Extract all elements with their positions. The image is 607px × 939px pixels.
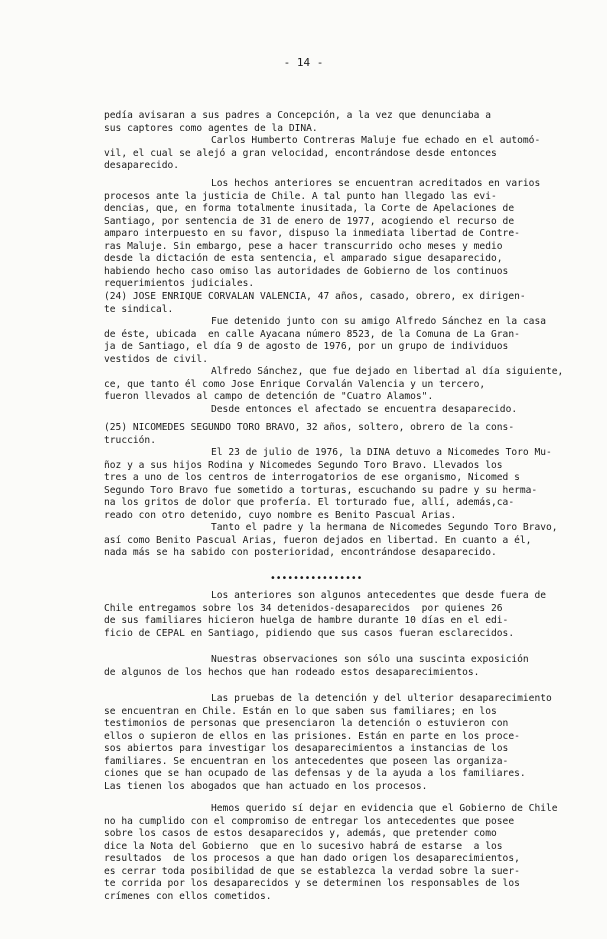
text-line: (25) NICOMEDES SEGUNDO TORO BRAVO, 32 años, soltero, obrero de la cons- <box>104 422 515 433</box>
text-line: sos abiertos para investigar los desaparecimientos a instancias de los <box>104 743 509 754</box>
text-line: Las tienen los abogados que han actuado en los procesos. <box>104 780 428 792</box>
paragraph <box>104 693 584 793</box>
text-line: se encuentran en Chile. Están en lo que saben sus familiares; en los <box>104 705 497 717</box>
text-line: de sus familiares hicieron huelga de hambre durante 10 días en el edi- <box>104 615 509 626</box>
text-line: Desde entonces el afectado se encuentra desaparecido. <box>211 403 518 415</box>
text-line: Los anteriores son algunos antecedentes que desde fuera de <box>211 590 547 601</box>
paragraph <box>104 422 584 560</box>
text-line: no ha cumplido con el compromiso de entregar los antecedentes que posee <box>104 815 515 827</box>
text-line: familiares. Se encuentran en los antecedentes que poseen las organiza- <box>104 755 509 767</box>
text-line: Chile entregamos sobre los 34 detenidos-desaparecidos por quienes 26 <box>104 602 503 614</box>
text-line: Fue detenido junto con su amigo Alfredo Sánchez en la casa <box>211 316 547 327</box>
text-line: testimonios de personas que presenciaron la detención o estuvieron con <box>104 718 509 729</box>
text-line: Los hechos anteriores se encuentran acreditados en varios <box>211 178 541 189</box>
text-line: desaparecido. <box>104 160 180 171</box>
text-line: de algunos de los hechos que han rodeado estos desaparecimientos. <box>104 666 480 678</box>
text-line: vil, el cual se alejó a gran velocidad, encontrándose desde entonces <box>104 147 497 159</box>
text-line: pedía avisaran a sus padres a Concepción, a la vez que denunciaba a <box>104 110 491 121</box>
text-line: de éste, ubicada en calle Ayacana número 8523, de la Comuna de La Gran- <box>104 328 520 340</box>
text-line: procesos ante la justicia de Chile. A tal punto han llegado las evi- <box>104 190 497 202</box>
text-line: trucción. <box>104 434 156 446</box>
text-line: ras Maluje. Sin embargo, pese a hacer transcurrido ocho meses y medio <box>104 240 503 252</box>
text-line: sobre los casos de estos desaparecidos y, además, que pretender como <box>104 828 497 839</box>
text-line: crímenes con ellos cometidos. <box>104 890 272 902</box>
text-line: es cerrar toda posibilidad de que se establezca la verdad sobre la suer- <box>104 865 520 877</box>
text-line: ciones que se han ocupado de las defensas y de la ayuda a los familiares. <box>104 768 526 779</box>
text-line: Carlos Humberto Contreras Maluje fue echado en el automó- <box>211 135 541 146</box>
text-line: ellos o supieron de ellos en las prisiones. Están en parte en los proce- <box>104 730 520 742</box>
text-line: tres a uno de los centros de interrogatorios de ese organismo, Nicomed s <box>104 472 520 483</box>
text-line: te corrida por los desaparecidos y se determinen los responsables de los <box>104 878 520 889</box>
text-line: resultados de los procesos a que han dado origen los desaparecimientos, <box>104 853 520 864</box>
text-line: vestidos de civil. <box>104 353 208 365</box>
text-line: na los gritos de dolor que profería. El torturado fue, allí, además,ca- <box>104 497 515 508</box>
text-line: ñoz y a sus hijos Rodina y Nicomedes Segundo Toro Bravo. Llevados los <box>104 459 503 471</box>
text-line: habiendo hecho caso omiso las autoridades de Gobierno de los continuos <box>104 265 509 277</box>
text-line: ficio de CEPAL en Santiago, pidiendo que sus casos fueran esclarecidos. <box>104 627 515 639</box>
paragraph <box>104 178 584 291</box>
paragraph <box>104 803 584 903</box>
text-line: te sindical. <box>104 303 174 315</box>
text-line: reado con otro detenido, cuyo nombre es Benito Pascual Arias. <box>104 509 457 521</box>
text-line: ce, que tanto él como Jose Enrique Corvalán Valencia y un tercero, <box>104 378 486 390</box>
text-line: Santiago, por sentencia de 31 de enero de 1977, acogiendo el recurso de <box>104 215 515 227</box>
text-line: amparo interpuesto en su favor, dispuso la inmediata libertad de Contre- <box>104 228 520 239</box>
text-line: dencias, que, en forma totalmente inusitada, la Corte de Apelaciones de <box>104 203 515 214</box>
page-number: - 14 - <box>283 56 324 69</box>
text-line: Alfredo Sánchez, que fue dejado en libertad al día siguiente, <box>211 366 564 377</box>
text-line: fueron llevados al campo de detención de "Cuatro Alamos". <box>104 391 434 402</box>
text-line: (24) JOSE ENRIQUE CORVALAN VALENCIA, 47 años, casado, obrero, ex dirigen- <box>104 291 526 302</box>
text-line: nada más se ha sabido con posterioridad, encontrándose desaparecido. <box>104 547 497 558</box>
paragraph <box>104 110 584 173</box>
text-line: sus captores como agentes de la DINA. <box>104 122 318 134</box>
text-line: ja de Santiago, el día 9 de agosto de 1976, por un grupo de individuos <box>104 341 509 352</box>
paragraph <box>104 291 584 416</box>
text-line: requerimientos judiciales. <box>104 278 255 289</box>
text-line: Las pruebas de la detención y del ulterior desaparecimiento <box>211 693 552 704</box>
paragraph <box>104 654 584 679</box>
text-line: desde la dictación de esta sentencia, el amparado sigue desaparecido, <box>104 253 503 264</box>
text-line: así como Benito Pascual Arias, fueron dejados en libertad. En cuanto a él, <box>104 534 532 546</box>
text-line: Segundo Toro Bravo fue sometido a torturas, escuchando su padre y su herma- <box>104 484 538 496</box>
text-line: Nuestras observaciones son sólo una suscinta exposición <box>211 654 529 665</box>
text-line: dice la Nota del Gobierno que en lo sucesivo habrá de estarse a los <box>104 840 503 852</box>
text-line: Tanto el padre y la hermana de Nicomedes Segundo Toro Bravo, <box>211 522 558 533</box>
text-line: Hemos querido sí dejar en evidencia que el Gobierno de Chile <box>211 803 558 814</box>
paragraph <box>104 590 584 640</box>
paragraph <box>104 573 584 586</box>
text-line: El 23 de julio de 1976, la DINA detuvo a Nicomedes Toro Mu- <box>211 447 552 458</box>
text-line: •••••••••••••••• <box>270 573 363 584</box>
